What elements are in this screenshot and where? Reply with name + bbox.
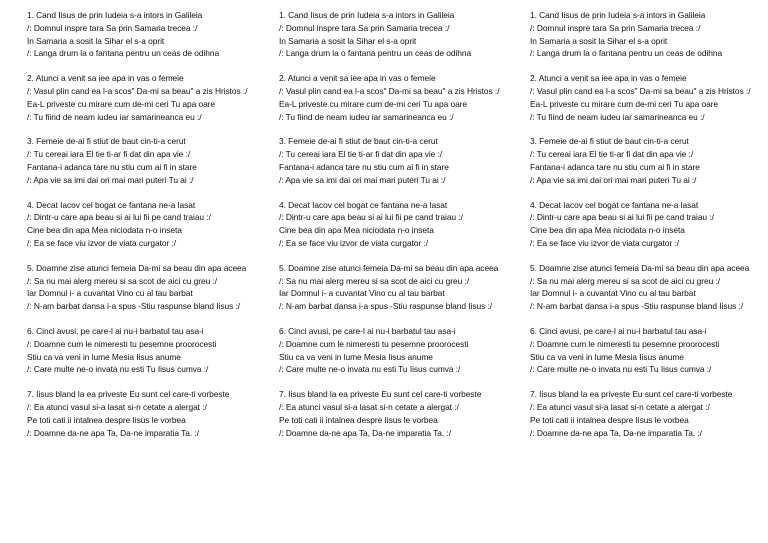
verse-line: /: Doamne cum le nimeresti tu pesemne proorocesti: [530, 338, 720, 349]
verse-line: /: Domnul inspre tara Sa prin Samaria trecea :/: [530, 22, 701, 33]
verse-line: 4. Decat Iacov cel bogat ce fantana ne-a lasat: [279, 199, 448, 210]
verse-line: /: Dintr-u care apa beau si ai lui fii pe cand traiau :/: [27, 212, 211, 223]
verse-4: [279, 199, 511, 250]
verse-3: [530, 135, 762, 186]
verse-line: /: Vasul plin cand ea l-a scos" Da-mi sa beau" a zis Hristos :/: [530, 85, 751, 96]
verse-line: 3. Femeie de-ai fi stiut de baut cin-ti-a cerut: [279, 136, 438, 147]
verse-line: 1. Cand Iisus de prin Iudeia s-a intors in Galileia: [530, 10, 706, 20]
verse-line: 5. Doamne zise atunci femeia Da-mi sa beau din apa aceea: [530, 262, 750, 273]
verse-1: [530, 9, 762, 60]
verse-line: Ea-L priveste cu mirare cum de-mi ceri Tu apa oare: [530, 98, 719, 109]
verse-line: /: Tu fiind de neam iudeu iar samarineanca eu :/: [27, 111, 202, 122]
verse-line: /: Sa nu mai alerg mereu si sa scot de aici cu greu :/: [530, 275, 721, 286]
verse-line: /: Ea atunci vasul si-a lasat si-n cetate a alergat :/: [27, 401, 207, 412]
lyrics-column-3: [530, 9, 762, 451]
verse-line: 2. Atunci a venit sa iee apa in vas o femeie: [279, 73, 436, 84]
verse-line: Stiu ca va veni in lume Mesia Iisus anume: [530, 351, 684, 362]
verse-line: Pe toti cati ii intalnea despre Iisus le vorbea: [279, 414, 438, 425]
verse-line: Fantana-i adanca tare nu stiu cum ai fi in stare: [530, 161, 700, 172]
verse-1: [279, 9, 511, 60]
verse-6: [27, 325, 259, 376]
verse-2: [27, 72, 259, 123]
verse-line: 6. Cinci avusi, pe care-l ai nu-i barbatul tau asa-i: [27, 325, 204, 336]
verse-line: /: Domnul inspre tara Sa prin Samaria trecea :/: [27, 22, 198, 33]
verse-line: Fantana-i adanca tare nu stiu cum ai fi in stare: [279, 161, 449, 172]
verse-6: [279, 325, 511, 376]
verse-line: /: Doamne da-ne apa Ta, Da-ne imparatia Ta. :/: [530, 427, 702, 438]
verse-line: 6. Cinci avusi, pe care-l ai nu-i barbatul tau asa-i: [530, 325, 707, 336]
verse-line: 7. Iisus bland la ea priveste Eu sunt cel care-ti vorbeste: [530, 389, 733, 400]
verse-line: /: Doamne da-ne apa Ta, Da-ne imparatia Ta. :/: [279, 427, 451, 438]
verse-line: /: Apa vie sa imi dai ori mai mari puteri Tu ai :/: [279, 174, 446, 185]
verse-line: /: Sa nu mai alerg mereu si sa scot de aici cu greu :/: [279, 275, 470, 286]
verse-line: /: Tu fiind de neam iudeu iar samarineanca eu :/: [279, 111, 454, 122]
verse-line: Ea-L priveste cu mirare cum de-mi ceri Tu apa oare: [279, 98, 468, 109]
verse-line: /: Vasul plin cand ea l-a scos" Da-mi sa beau" a zis Hristos :/: [27, 85, 248, 96]
lyrics-column-2: [279, 9, 511, 451]
verse-line: Cine bea din apa Mea niciodata n-o inseta: [279, 225, 434, 236]
verse-line: /: Care multe ne-o invata nu esti Tu Iisus cumva :/: [279, 364, 461, 375]
verse-line: /: Doamne cum le nimeresti tu pesemne proorocesti: [27, 338, 217, 349]
verse-7: [27, 388, 259, 439]
verse-3: [279, 135, 511, 186]
verse-line: /: Apa vie sa imi dai ori mai mari puteri Tu ai :/: [27, 174, 194, 185]
verse-line: /: Ea se face viu izvor de viata curgator :/: [27, 237, 177, 248]
verse-line: In Samaria a sosit la Sihar el s-a oprit: [279, 35, 417, 46]
verse-line: Iar Domnul i- a cuvantat Vino cu al tau barbat: [279, 288, 445, 299]
verse-line: In Samaria a sosit la Sihar el s-a oprit: [530, 35, 668, 46]
verse-line: /: Ea se face viu izvor de viata curgator :/: [530, 237, 680, 248]
verse-line: 3. Femeie de-ai fi stiut de baut cin-ti-a cerut: [530, 136, 689, 147]
verse-line: /: Tu cereai iara El tie ti-ar fi dat din apa vie :/: [279, 149, 443, 160]
verse-line: In Samaria a sosit la Sihar el s-a oprit: [27, 35, 165, 46]
verse-line: /: Sa nu mai alerg mereu si sa scot de aici cu greu :/: [27, 275, 218, 286]
verse-2: [530, 72, 762, 123]
verse-line: 2. Atunci a venit sa iee apa in vas o femeie: [530, 73, 687, 84]
verse-line: /: Apa vie sa imi dai ori mai mari puteri Tu ai :/: [530, 174, 697, 185]
verse-line: Pe toti cati ii intalnea despre Iisus le vorbea: [27, 414, 186, 425]
verse-line: 5. Doamne zise atunci femeia Da-mi sa beau din apa aceea: [279, 262, 499, 273]
verse-line: /: Ea atunci vasul si-a lasat si-n cetate a alergat :/: [530, 401, 710, 412]
verse-line: /: Ea atunci vasul si-a lasat si-n cetate a alergat :/: [279, 401, 459, 412]
verse-line: Stiu ca va veni in lume Mesia Iisus anume: [27, 351, 181, 362]
verse-line: Cine bea din apa Mea niciodata n-o inseta: [530, 225, 685, 236]
verse-line: /: Tu cereai iara El tie ti-ar fi dat din apa vie :/: [27, 149, 191, 160]
verse-line: /: Tu fiind de neam iudeu iar samarineanca eu :/: [530, 111, 705, 122]
verse-line: /: Care multe ne-o invata nu esti Tu Iisus cumva :/: [530, 364, 712, 375]
verse-2: [279, 72, 511, 123]
verse-line: /: Doamne da-ne apa Ta, Da-ne imparatia Ta. :/: [27, 427, 199, 438]
verse-4: [27, 199, 259, 250]
verse-line: 1. Cand Iisus de prin Iudeia s-a intors in Galileia: [27, 10, 203, 20]
verse-line: 7. Iisus bland la ea priveste Eu sunt cel care-ti vorbeste: [27, 389, 230, 400]
verse-line: /: Domnul inspre tara Sa prin Samaria trecea :/: [279, 22, 450, 33]
verse-line: Ea-L priveste cu mirare cum de-mi ceri Tu apa oare: [27, 98, 216, 109]
verse-line: /: Langa drum la o fantana pentru un ceas de odihna: [27, 48, 220, 59]
verse-5: [27, 262, 259, 313]
verse-line: /: N-am barbat dansa i-a spus -Stiu raspunse bland Iisus :/: [279, 301, 493, 312]
verse-line: 4. Decat Iacov cel bogat ce fantana ne-a lasat: [530, 199, 699, 210]
verse-5: [279, 262, 511, 313]
verse-line: /: Care multe ne-o invata nu esti Tu Iisus cumva :/: [27, 364, 209, 375]
verse-line: Iar Domnul i- a cuvantat Vino cu al tau barbat: [27, 288, 193, 299]
verse-line: 3. Femeie de-ai fi stiut de baut cin-ti-a cerut: [27, 136, 186, 147]
verse-line: /: Dintr-u care apa beau si ai lui fii pe cand traiau :/: [530, 212, 714, 223]
verse-line: 2. Atunci a venit sa iee apa in vas o femeie: [27, 73, 184, 84]
verse-4: [530, 199, 762, 250]
verse-line: 4. Decat Iacov cel bogat ce fantana ne-a lasat: [27, 199, 196, 210]
verse-3: [27, 135, 259, 186]
verse-line: /: Langa drum la o fantana pentru un ceas de odihna: [279, 48, 472, 59]
verse-line: /: Langa drum la o fantana pentru un ceas de odihna: [530, 48, 723, 59]
verse-7: [279, 388, 511, 439]
verse-7: [530, 388, 762, 439]
verse-5: [530, 262, 762, 313]
verse-line: Pe toti cati ii intalnea despre Iisus le vorbea: [530, 414, 689, 425]
song-sheet: [0, 9, 768, 539]
verse-line: 1. Cand Iisus de prin Iudeia s-a intors in Galileia: [279, 10, 455, 20]
verse-line: /: Tu cereai iara El tie ti-ar fi dat din apa vie :/: [530, 149, 694, 160]
verse-line: Iar Domnul i- a cuvantat Vino cu al tau barbat: [530, 288, 696, 299]
verse-line: Stiu ca va veni in lume Mesia Iisus anume: [279, 351, 433, 362]
verse-1: [27, 9, 259, 60]
verse-line: /: N-am barbat dansa i-a spus -Stiu raspunse bland Iisus :/: [27, 301, 241, 312]
verse-line: /: Ea se face viu izvor de viata curgator :/: [279, 237, 429, 248]
verse-line: /: Doamne cum le nimeresti tu pesemne proorocesti: [279, 338, 469, 349]
verse-line: 6. Cinci avusi, pe care-l ai nu-i barbatul tau asa-i: [279, 325, 456, 336]
verse-line: 5. Doamne zise atunci femeia Da-mi sa beau din apa aceea: [27, 262, 247, 273]
verse-line: /: N-am barbat dansa i-a spus -Stiu raspunse bland Iisus :/: [530, 301, 744, 312]
verse-line: /: Vasul plin cand ea l-a scos" Da-mi sa beau" a zis Hristos :/: [279, 85, 500, 96]
lyrics-column-1: [27, 9, 259, 451]
verse-line: Fantana-i adanca tare nu stiu cum ai fi in stare: [27, 161, 197, 172]
verse-6: [530, 325, 762, 376]
verse-line: /: Dintr-u care apa beau si ai lui fii pe cand traiau :/: [279, 212, 463, 223]
verse-line: 7. Iisus bland la ea priveste Eu sunt cel care-ti vorbeste: [279, 389, 482, 400]
verse-line: Cine bea din apa Mea niciodata n-o inseta: [27, 225, 182, 236]
